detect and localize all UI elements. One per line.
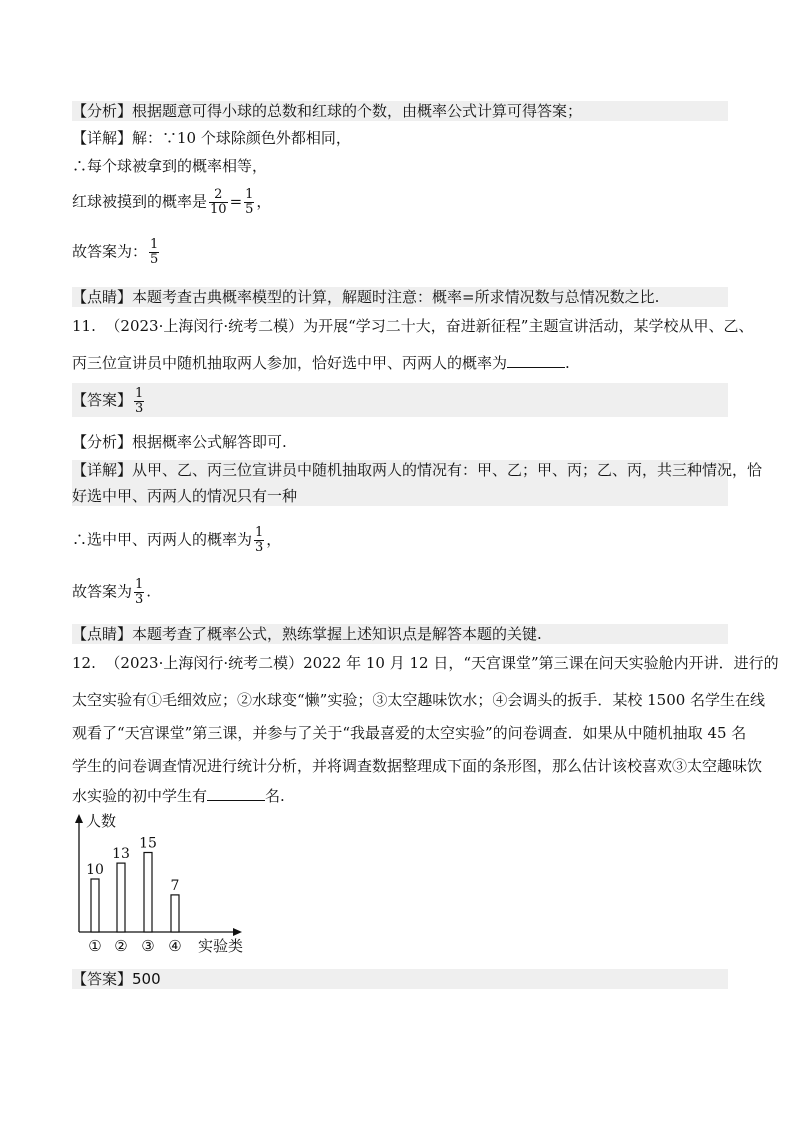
denominator: 3 xyxy=(135,400,144,416)
answer-label: 【答案】 xyxy=(72,391,133,409)
q11-answer xyxy=(72,383,728,417)
q11-analysis xyxy=(72,432,728,452)
detail-line: ∴每个球被拿到的概率相等， xyxy=(72,157,268,175)
q12-stem-line1 xyxy=(72,653,779,673)
fraction xyxy=(149,238,159,267)
q11-final-answer xyxy=(72,578,728,607)
answer-blank xyxy=(207,786,265,801)
punctuation: ， xyxy=(256,192,272,211)
bar xyxy=(144,853,152,933)
category-label: ② xyxy=(114,937,128,955)
q10-line3 xyxy=(72,188,728,217)
x-axis-arrow xyxy=(233,928,242,936)
question-source: （2023·上海闵行·统考二模） xyxy=(105,654,304,672)
answer-value: 500 xyxy=(132,970,161,988)
punctuation: . xyxy=(146,582,152,601)
fraction xyxy=(254,526,264,555)
q12-stem-line2 xyxy=(72,690,766,710)
denominator: 3 xyxy=(255,540,264,555)
q12-stem-line3 xyxy=(72,723,747,743)
question-stem: 观看了“天宫课堂”第三课，并参与了关于“我最喜爱的太空实验”的问卷调查．如果从中随机抽取 45 名 xyxy=(72,724,747,742)
answer-text: 故答案为 xyxy=(72,582,133,601)
question-stem: 水实验的初中学生有 xyxy=(72,787,208,805)
denominator: 10 xyxy=(210,202,227,217)
analysis-text: 根据题意可得小球的总数和红球的个数，由概率公式计算可得答案； xyxy=(132,102,583,120)
question-stem: 学生的问卷调查情况进行统计分析，并将调查数据整理成下面的条形图，那么估计该校喜欢③太空趣味饮 xyxy=(72,757,763,775)
punctuation: . xyxy=(565,354,570,372)
q11-stem-line1 xyxy=(72,316,754,336)
detail-line: 红球被摸到的概率是 xyxy=(72,192,208,211)
detail-text: 从甲、乙、丙三位宣讲员中随机抽取两人的情况有：甲、乙；甲、丙；乙、丙，共三种情况，恰 xyxy=(132,461,763,479)
q11-line3 xyxy=(72,526,728,555)
fraction xyxy=(244,188,254,217)
analysis-text: 根据概率公式解答即可. xyxy=(132,433,287,451)
numerator: 1 xyxy=(150,237,159,252)
question-stem: 太空实验有①毛细效应；②水球变“懒”实验；③太空趣味饮水；④会调头的扳手．某校 1500 名学生在线 xyxy=(72,691,766,709)
q10-analysis xyxy=(72,101,728,121)
q10-answer xyxy=(72,238,728,267)
fraction xyxy=(209,188,228,217)
q12-stem-line5 xyxy=(72,786,728,806)
detail-line: ∴选中甲、丙两人的概率为 xyxy=(72,530,253,549)
question-number: 11. xyxy=(72,317,96,335)
q11-stem-line2 xyxy=(72,353,728,373)
category-label: ① xyxy=(88,937,102,955)
bar xyxy=(91,879,99,932)
q10-comment xyxy=(72,287,728,307)
answer-label: 【答案】 xyxy=(72,970,133,988)
bar-value-label: 7 xyxy=(170,877,180,894)
y-axis-label: 人数 xyxy=(86,812,117,830)
q12-stem-line4 xyxy=(72,756,763,776)
analysis-label: 【分析】 xyxy=(72,433,133,451)
question-number: 12. xyxy=(72,654,96,672)
bar-value-label: 15 xyxy=(139,835,157,852)
q11-detail xyxy=(72,460,763,506)
detail-line: 好选中甲、丙两人的情况只有一种 xyxy=(72,487,298,505)
denominator: 5 xyxy=(245,202,254,217)
comment-label: 【点睛】 xyxy=(72,625,133,643)
detail-label: 【详解】 xyxy=(72,129,133,147)
question-stem: 丙三位宣讲员中随机抽取两人参加，恰好选中甲、丙两人的概率为 xyxy=(72,354,508,372)
x-axis-label: 实验类 xyxy=(198,937,244,955)
numerator: 2 xyxy=(214,187,223,202)
comment-text: 本题考查古典概率模型的计算，解题时注意：概率=所求情况数与总情况数之比. xyxy=(132,288,660,306)
fraction xyxy=(134,578,144,607)
question-source: （2023·上海闵行·统考二模） xyxy=(105,317,304,335)
category-label: ③ xyxy=(141,937,155,955)
bar-value-label: 13 xyxy=(112,846,130,863)
detail-label: 【详解】 xyxy=(72,461,133,479)
numerator: 1 xyxy=(255,525,264,540)
detail-text: 解：∵10 个球除颜色外都相同， xyxy=(132,129,351,147)
question-stem: 2022 年 10 月 12 日，“天宫课堂”第三课在问天实验舱内开讲．进行的 xyxy=(303,654,779,672)
fraction xyxy=(134,387,144,416)
bar xyxy=(117,863,125,932)
punctuation: ， xyxy=(266,530,282,549)
answer-blank xyxy=(507,353,565,368)
numerator: 1 xyxy=(135,385,144,401)
denominator: 3 xyxy=(135,592,144,607)
numerator: 1 xyxy=(135,577,144,592)
q10-detail xyxy=(72,128,728,148)
q10-line2 xyxy=(72,156,728,176)
comment-label: 【点睛】 xyxy=(72,288,133,306)
analysis-label: 【分析】 xyxy=(72,102,133,120)
numerator: 1 xyxy=(245,187,254,202)
bar xyxy=(171,895,179,932)
q12-answer xyxy=(72,969,728,989)
comment-text: 本题考查了概率公式，熟练掌握上述知识点是解答本题的关键. xyxy=(132,625,542,643)
denominator: 5 xyxy=(150,252,159,267)
q11-comment xyxy=(72,624,728,644)
category-label: ④ xyxy=(168,937,182,955)
y-axis-arrow xyxy=(75,814,83,823)
equals-sign: = xyxy=(229,192,243,211)
bar-chart xyxy=(70,810,260,956)
answer-text: 故答案为： xyxy=(72,242,148,261)
punctuation: 名. xyxy=(265,787,285,805)
bar-value-label: 10 xyxy=(86,862,104,878)
question-stem: 为开展“学习二十大，奋进新征程”主题宣讲活动，某学校从甲、乙、 xyxy=(303,317,754,335)
